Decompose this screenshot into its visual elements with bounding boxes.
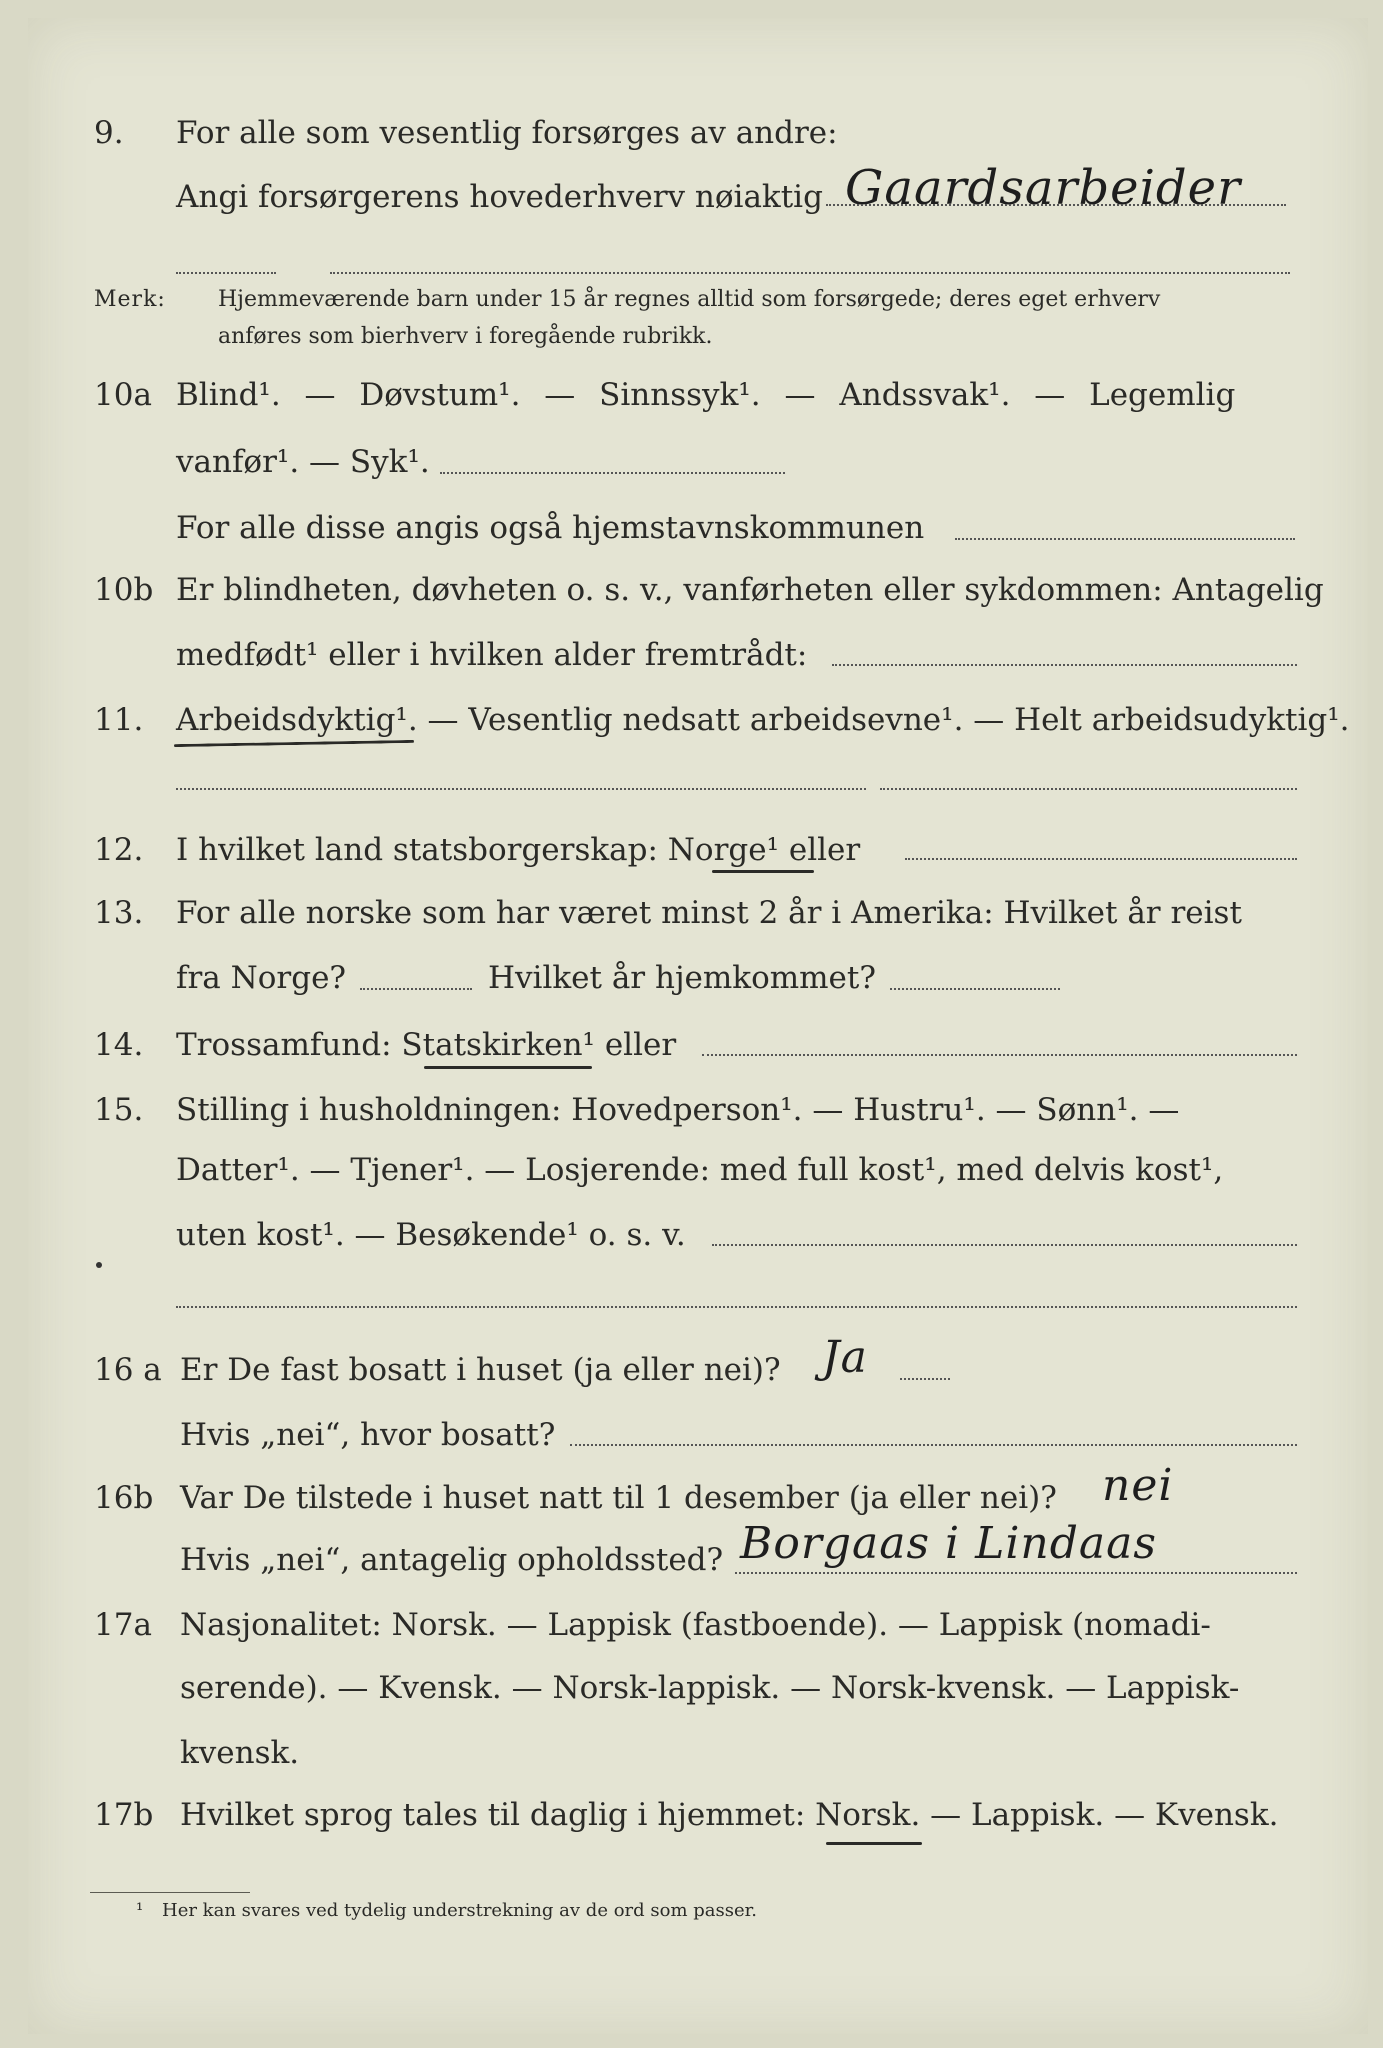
q16a-answer-line1: [900, 1378, 950, 1380]
q14-underline-statskirken: [424, 1066, 592, 1069]
q10a-number: 10a: [94, 377, 152, 413]
q16a-text-line1: Er De fast bosatt i huset (ja eller nei)?: [180, 1352, 781, 1388]
q9-answer-handwritten: Gaardsarbeider: [845, 160, 1242, 216]
q14-text: Trossamfund: Statskirken¹ eller: [176, 1027, 677, 1063]
q12-text: I hvilket land statsborgerskap: Norge¹ eller: [176, 832, 861, 868]
q11-extra-line-a: [176, 788, 866, 790]
q9-number: 9.: [94, 115, 124, 151]
q10a-answer-line1: [440, 472, 785, 474]
q9-extra-line-b: [330, 272, 1290, 274]
q10b-answer-line: [832, 664, 1297, 666]
q17a-line1: [0, 1600, 1383, 1650]
q11-number: 11.: [94, 702, 144, 738]
q15-number: 15.: [94, 1092, 144, 1128]
q14-answer-line: [702, 1054, 1297, 1056]
q13-text-fra-norge: fra Norge?: [176, 960, 347, 996]
merk-line1: [0, 283, 1383, 317]
q14-line: [0, 1020, 1383, 1070]
q16a-answer-handwritten: Ja: [822, 1332, 868, 1383]
q15-answer-line: [712, 1244, 1297, 1246]
q17a-text-line3: kvensk.: [180, 1735, 300, 1771]
q12-number: 12.: [94, 832, 144, 868]
q10b-line1: [0, 565, 1383, 615]
q17a-text-line1: Nasjonalitet: Norsk. — Lappisk (fastboende). — Lappisk (nomadi-: [180, 1607, 1211, 1643]
q16b-line1: [0, 1473, 1383, 1523]
q16a-line1: [0, 1345, 1383, 1395]
q13-number: 13.: [94, 895, 144, 931]
q17a-number: 17a: [94, 1607, 152, 1643]
q14-number: 14.: [94, 1027, 144, 1063]
q15-line1: [0, 1085, 1383, 1135]
footnote-rule: [90, 1892, 250, 1893]
q10a-answer-line2: [955, 538, 1295, 540]
q15-text-line2: Datter¹. — Tjener¹. — Losjerende: med full kost¹, med delvis kost¹,: [176, 1152, 1224, 1188]
q16a-answer-line2: [570, 1444, 1297, 1446]
q16b-answer-line2: [735, 1572, 1297, 1574]
q10a-text-line1: Blind¹. — Døvstum¹. — Sinnssyk¹. — Andssvak¹. — Legemlig: [176, 377, 1236, 413]
q15-text-line3: uten kost¹. — Besøkende¹ o. s. v.: [176, 1217, 686, 1253]
footnote-text: Her kan svares ved tydelig understrekning av de ord som passer.: [162, 1900, 757, 1921]
q9-answer-line: [826, 204, 1286, 206]
q15-line2: [0, 1145, 1383, 1195]
q15-extra-line: [176, 1306, 1297, 1308]
q16a-text-line2: Hvis „nei“, hvor bosatt?: [180, 1417, 556, 1453]
q9-text-line1: For alle som vesentlig forsørges av andre:: [176, 115, 838, 151]
q16b-text-line1: Var De tilstede i huset natt til 1 desember (ja eller nei)?: [180, 1480, 1057, 1516]
q10b-number: 10b: [94, 572, 154, 608]
q9-extra-line-a: [176, 272, 276, 274]
q12-line: [0, 825, 1383, 875]
q13-text-hjemkommet: Hvilket år hjemkommet?: [488, 960, 876, 996]
merk-line2: [0, 320, 1383, 354]
q10b-text-line2: medfødt¹ eller i hvilken alder fremtrådt:: [176, 637, 808, 673]
q10a-line2: [0, 437, 1383, 487]
q12-underline-norge: [712, 870, 814, 873]
q15-line3: [0, 1210, 1383, 1260]
q12-answer-line: [905, 858, 1297, 860]
merk-text-line1: Hjemmeværende barn under 15 år regnes alltid som forsørgede; deres eget erhverv: [218, 287, 1161, 312]
footnote-mark: ¹: [136, 1900, 144, 1921]
footnote-line: [0, 1897, 1383, 1925]
q11-line: [0, 695, 1383, 745]
q13-answer-line-hjemkommet: [890, 988, 1060, 990]
q16b-number: 16b: [94, 1480, 154, 1516]
q9-line1: [0, 108, 1383, 158]
q16a-line2: [0, 1410, 1383, 1460]
q10b-line2: [0, 630, 1383, 680]
q11-text: Arbeidsdyktig¹. — Vesentlig nedsatt arbeidsevne¹. — Helt arbeidsudyktig¹.: [176, 702, 1350, 738]
q17b-underline-norsk: [826, 1842, 922, 1845]
q16b-line2: [0, 1535, 1383, 1585]
merk-label: Merk:: [94, 287, 166, 312]
q10a-text-line3: For alle disse angis også hjemstavnskommunen: [176, 510, 925, 546]
q11-extra-line-b: [880, 788, 1297, 790]
ink-speck: [96, 1262, 102, 1268]
q13-text-line1: For alle norske som har været minst 2 år i Amerika: Hvilket år reist: [176, 895, 1242, 931]
q10a-line3: [0, 503, 1383, 553]
q9-text-line2: Angi forsørgerens hovederhverv nøiaktig: [176, 179, 823, 215]
q15-text-line1: Stilling i husholdningen: Hovedperson¹. — Hustru¹. — Sønn¹. —: [176, 1092, 1180, 1128]
merk-text-line2: anføres som bierhverv i foregående rubrikk.: [218, 324, 713, 349]
q17b-line: [0, 1790, 1383, 1840]
q17a-line2: [0, 1663, 1383, 1713]
q10b-text-line1: Er blindheten, døvheten o. s. v., vanførheten eller sykdommen: Antagelig: [176, 572, 1324, 608]
q17b-text: Hvilket sprog tales til daglig i hjemmet: Norsk. — Lappisk. — Kvensk.: [180, 1797, 1279, 1833]
q13-line1: [0, 888, 1383, 938]
q10a-line1: [0, 370, 1383, 420]
q16a-number: 16 a: [94, 1352, 162, 1388]
q16b-answer2-handwritten: Borgaas i Lindaas: [740, 1518, 1157, 1569]
q16b-text-line2: Hvis „nei“, antagelig opholdssted?: [180, 1542, 724, 1578]
q17a-text-line2: serende). — Kvensk. — Norsk-lappisk. — Norsk-kvensk. — Lappisk-: [180, 1670, 1240, 1706]
q16b-answer1-handwritten: nei: [1102, 1460, 1174, 1511]
q17b-number: 17b: [94, 1797, 154, 1833]
q10a-text-line2: vanfør¹. — Syk¹.: [176, 444, 430, 480]
q13-answer-line-reist: [360, 988, 472, 990]
q13-line2: [0, 953, 1383, 1003]
q17a-line3: [0, 1728, 1383, 1778]
